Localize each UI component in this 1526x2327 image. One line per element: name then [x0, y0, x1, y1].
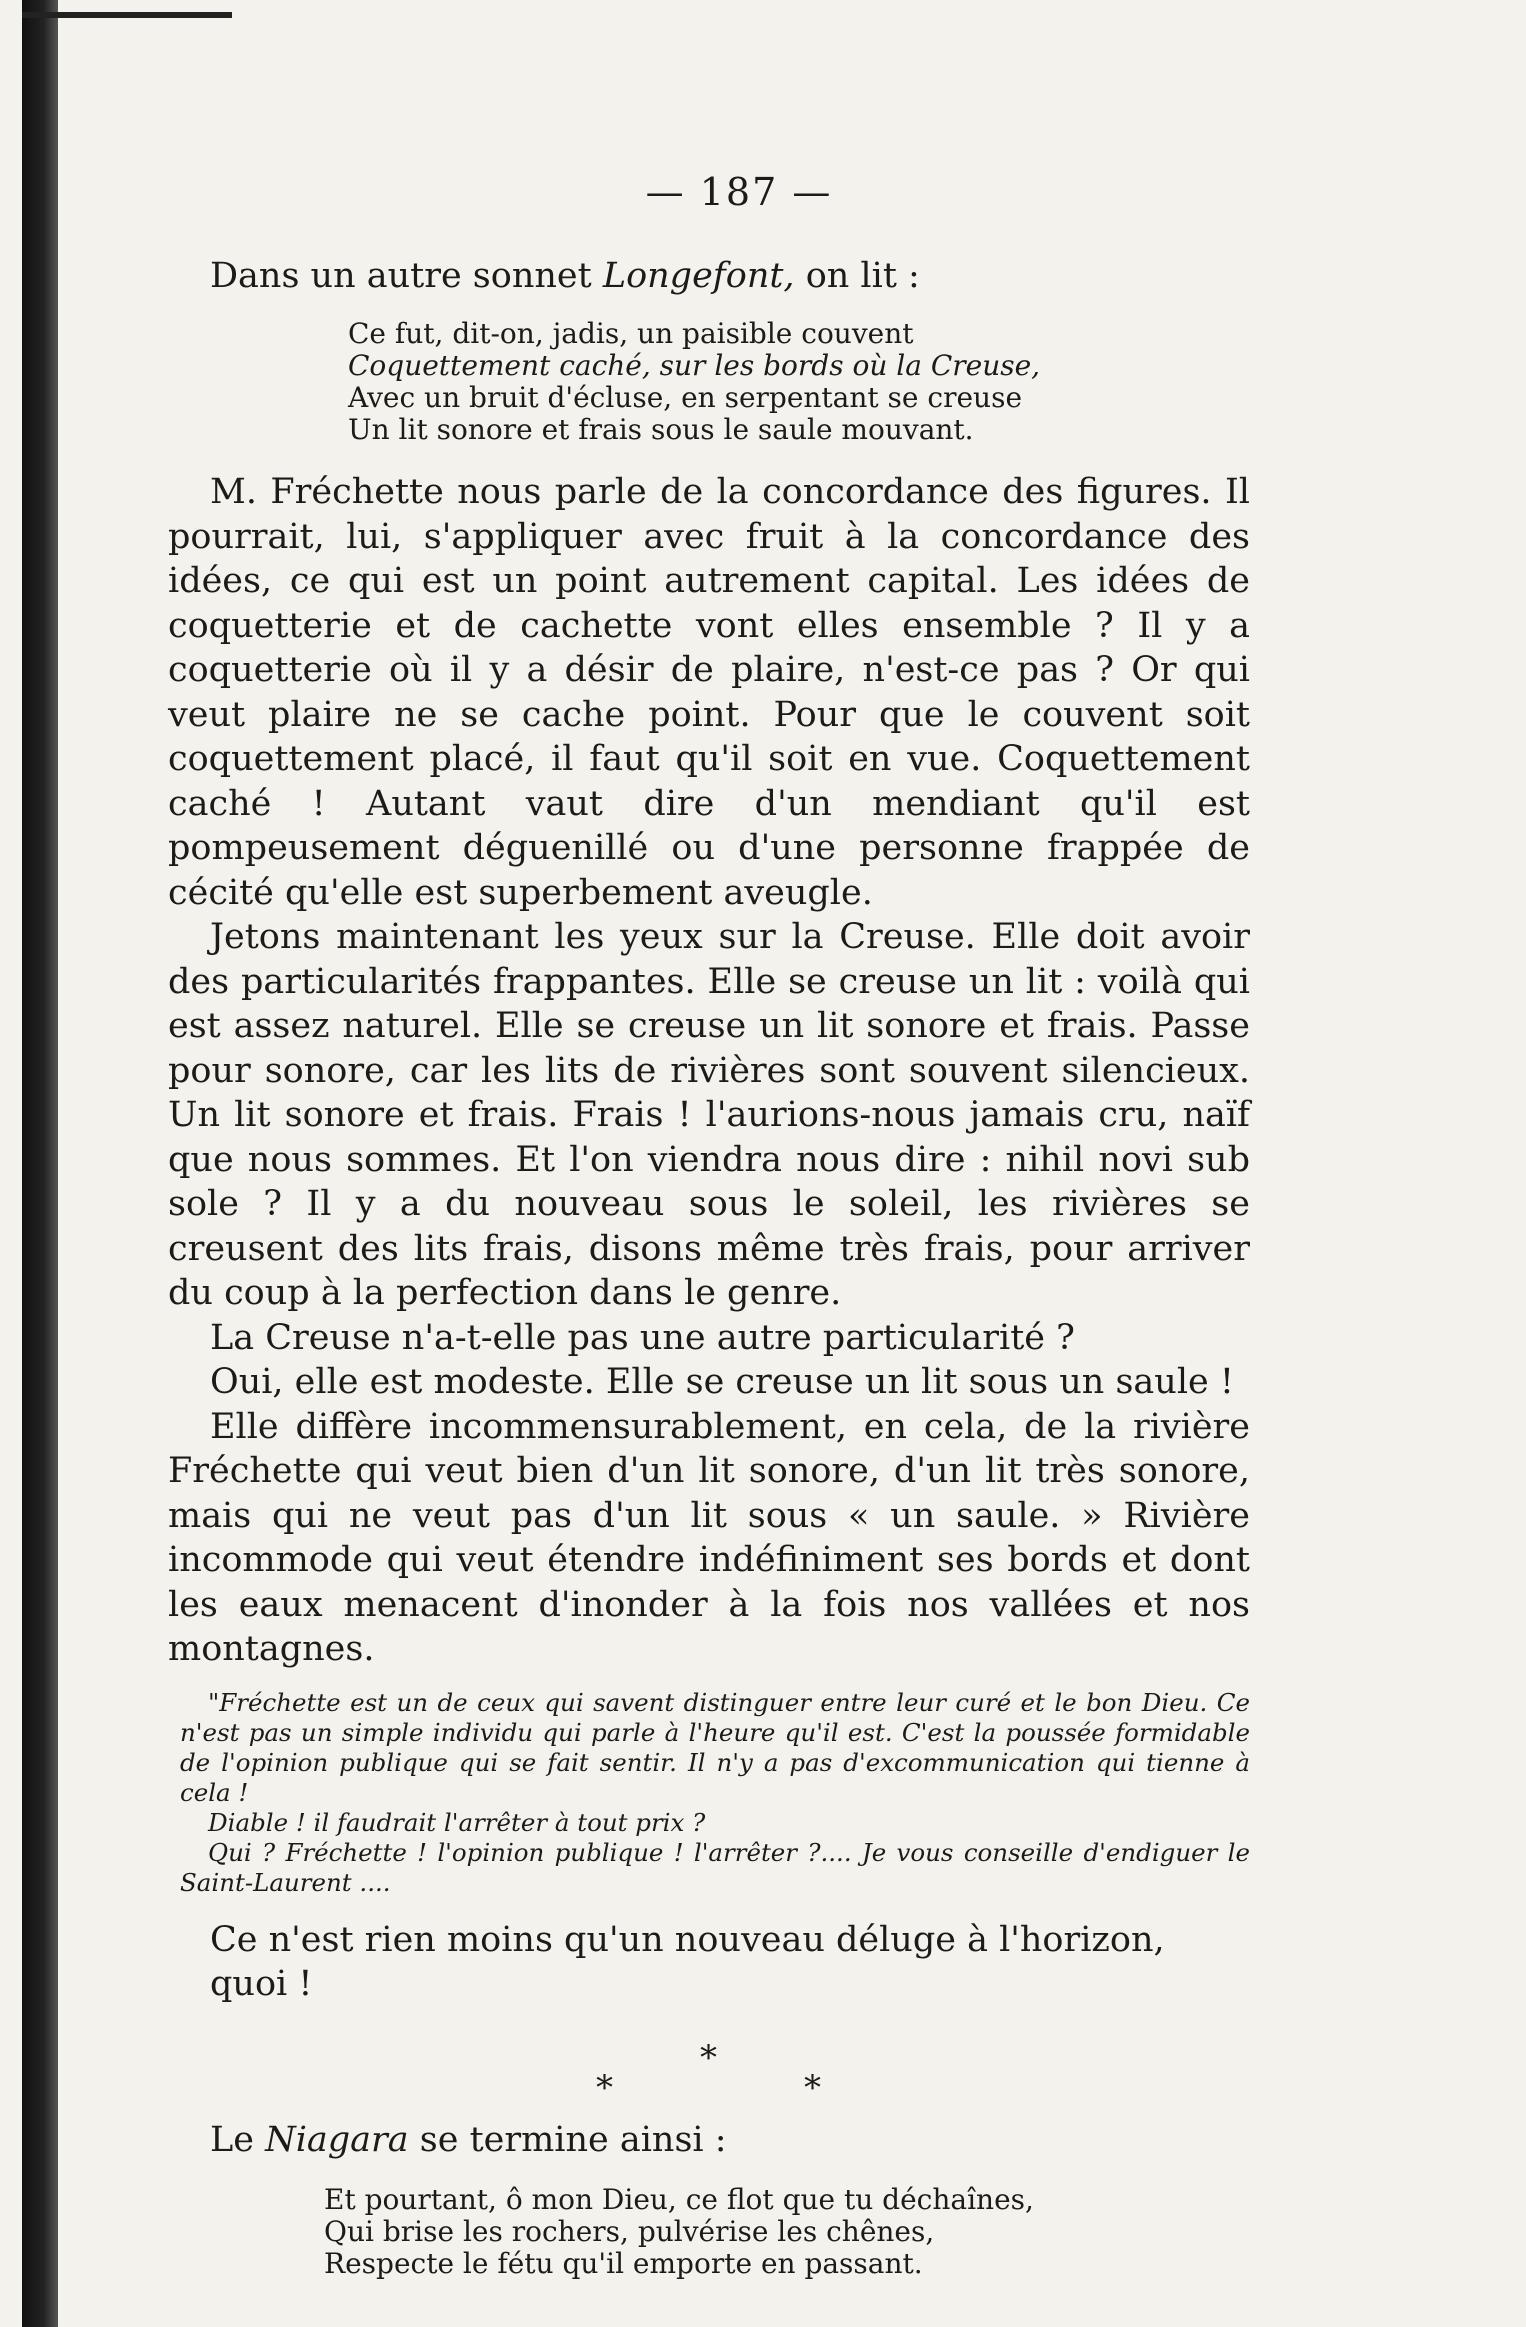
scanned-top-rule	[22, 12, 232, 18]
conclusion-line: Ce n'est rien moins qu'un nouveau déluge à l'horizon, quoi !	[210, 1919, 1165, 2004]
verse-line: Et pourtant, ô mon Dieu, ce flot que tu déchaînes,	[324, 2182, 1034, 2216]
scanned-page-edge	[22, 0, 58, 2327]
niagara-before: Le	[210, 2119, 266, 2160]
quotation-block	[180, 1688, 1250, 1898]
quote-line: Qui ? Fréchette ! l'opinion publique ! l'arrêter ?.... Je vous conseille d'endiguer le Saint-Laurent ....	[180, 1837, 1250, 1897]
asterisk-top: *	[700, 2037, 717, 2078]
paragraph-concordance: M. Fréchette nous parle de la concordance des figures. Il pourrait, lui, s'appliquer avec fruit à la concordance des idées, ce qui est un point autrement capital. Les idées de coquetterie et de cachette vont elles ensemble ? Il y a coquetterie où il y a désir de plaire, n'est-ce pas ? Or qui veut plaire ne se cache point. Pour que le couvent soit coquettement placé, il faut qu'il soit en vue. Coquettement caché ! Autant vaut dire d'un mendiant qu'il est pompeusement déguenillé ou d'une personne frappée de cécité qu'elle est superbement aveugle.	[168, 472, 1250, 913]
verse-line: Avec un bruit d'écluse, en serpentant se creuse	[348, 381, 1023, 414]
paragraph-riviere-frechette: Elle diffère incommensurablement, en cela, de la rivière Fréchette qui veut bien d'un lit sonore, d'un lit très sonore, mais qui ne veut pas d'un lit sous « un saule. » Rivière incommode qui veut étendre indéfiniment ses bords et dont les eaux menacent d'inonder à la fois nos vallées et nos montagnes.	[168, 1406, 1250, 1669]
intro-before: Dans un autre sonnet	[210, 256, 603, 296]
asterisk-right: *	[804, 2067, 821, 2108]
niagara-intro-line	[210, 2118, 1250, 2162]
asterism	[168, 2034, 1250, 2114]
sonnet-excerpt	[348, 318, 1250, 446]
poem-title-niagara: Niagara	[265, 2119, 409, 2160]
page-content	[168, 170, 1250, 2280]
quote-line: Diable ! il faudrait l'arrêter à tout prix ?	[208, 1807, 706, 1837]
verse-line: Respecte le fétu qu'il emporte en passant.	[324, 2246, 923, 2280]
intro-line	[210, 254, 1250, 298]
paragraph-modeste: Oui, elle est modeste. Elle se creuse un lit sous un saule !	[210, 1362, 1234, 1402]
verse-line: Ce fut, dit-on, jadis, un paisible couvent	[348, 317, 914, 350]
verse-line: Qui brise les rochers, pulvérise les chênes,	[324, 2214, 935, 2248]
asterisk-left: *	[596, 2067, 613, 2108]
quote-line: "Fréchette est un de ceux qui savent distinguer entre leur curé et le bon Dieu. Ce n'est pas un simple individu qui parle à l'heure qu'il est. C'est la poussée formidable de l'opinion publique qui se fait sentir. Il n'y a pas d'excommunication qui tienne à cela !	[180, 1687, 1250, 1807]
paragraph-question: La Creuse n'a-t-elle pas une autre particularité ?	[210, 1317, 1075, 1358]
verse-line: Un lit sonore et frais sous le saule mouvant.	[348, 413, 974, 446]
page-number: — 187 —	[645, 170, 833, 214]
paragraph-creuse: Jetons maintenant les yeux sur la Creuse. Elle doit avoir des particularités frappantes. Elle se creuse un lit : voilà qui est assez naturel. Elle se creuse un lit sonore et frais. Passe pour sonore, car les lits de rivières sont souvent silencieux. Un lit sonore et frais. Frais ! l'aurions-nous jamais cru, naïf que nous sommes. Et l'on viendra nous dire : nihil novi sub sole ? Il y a du nouveau sous le soleil, les rivières se creusent des lits frais, disons même très frais, pour arriver du coup à la perfection dans le genre.	[168, 917, 1250, 1313]
verse-line: Coquettement caché, sur les bords où la Creuse,	[348, 349, 1041, 382]
intro-after: on lit :	[794, 256, 920, 296]
niagara-after: se termine ainsi :	[408, 2119, 727, 2160]
niagara-excerpt	[324, 2184, 1250, 2280]
poem-title-longefont: Longefont,	[602, 256, 795, 296]
